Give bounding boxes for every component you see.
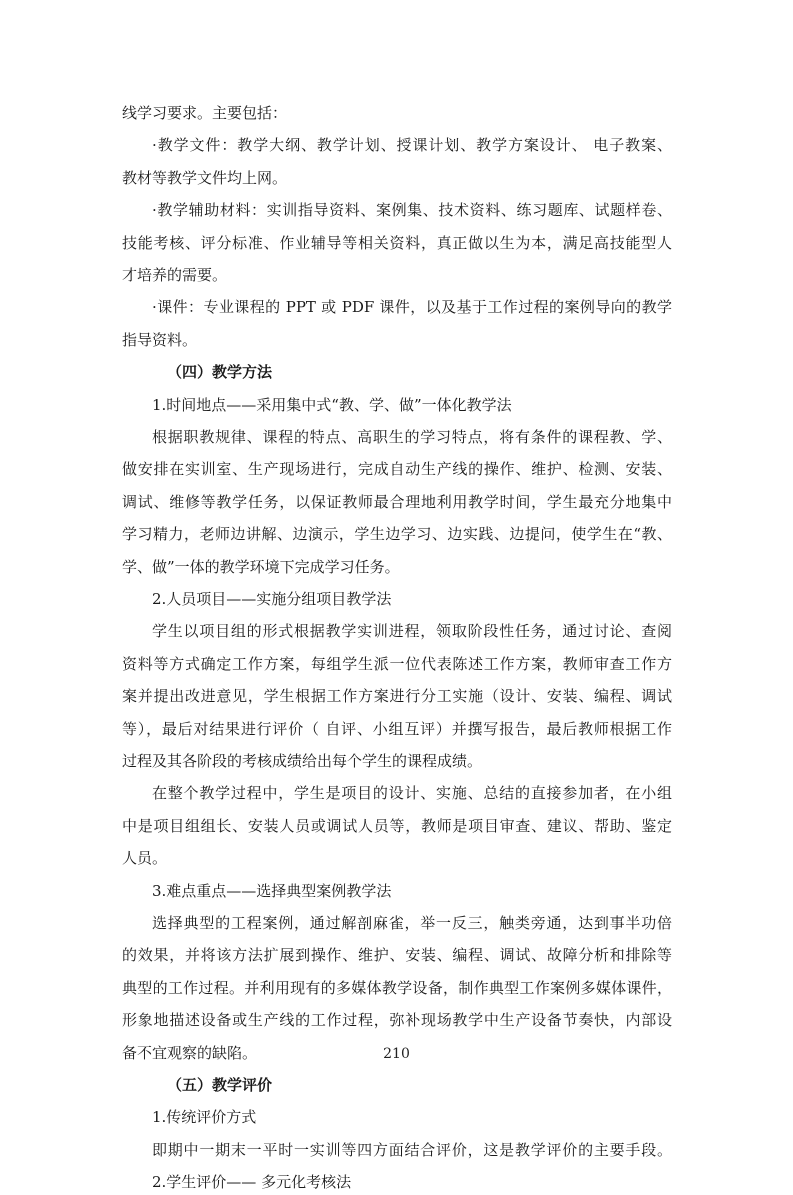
text-line: 即期中一期末一平时一实训等四方面结合评价，这是教学评价的主要手段。 xyxy=(152,1140,672,1159)
text-line: 线学习要求。主要包括： xyxy=(122,104,288,122)
section-heading: （五）教学评价 xyxy=(167,1076,273,1094)
page-number: 210 xyxy=(383,1046,410,1062)
text-line: 才培养的需要。 xyxy=(122,266,228,284)
text-line: 学生以项目组的形式根据教学实训进程，领取阶段性任务，通过讨论、查阅 xyxy=(152,622,672,641)
text-line: 选择典型的工程案例，通过解剖麻雀，举一反三，触类旁通，达到事半功倍 xyxy=(152,914,672,932)
text-line: 过程及其各阶段的考核成绩给出每个学生的课程成绩。 xyxy=(122,752,483,770)
text-line: 教材等教学文件均上网。 xyxy=(122,168,288,187)
text-line: 案并提出改进意见，学生根据工作方案进行分工实施（设计、安装、编程、调试 xyxy=(122,687,672,706)
text-line: 根据职教规律、课程的特点、高职生的学习特点，将有条件的课程教、学、 xyxy=(152,428,672,446)
text-line: 的效果，并将该方法扩展到操作、维护、安装、编程、调试、故障分析和排除等 xyxy=(122,946,672,965)
text-line: 1.时间地点——采用集中式“教、学、做”一体化教学法 xyxy=(152,395,512,414)
text-line: 2.人员项目——实施分组项目教学法 xyxy=(152,590,392,608)
text-line: 资料等方式确定工作方案，每组学生派一位代表陈述工作方案，教师审查工作方 xyxy=(122,654,672,673)
text-line: 技能考核、评分标准、作业辅导等相关资料，真正做以生为本，满足高技能型人 xyxy=(122,233,672,252)
text-line: ·课件：专业课程的 PPT 或 PDF 课件，以及基于工作过程的案例导向的教学 xyxy=(152,298,672,317)
section-heading: （四）教学方法 xyxy=(167,363,273,382)
text-line: 学习精力，老师边讲解、边演示，学生边学习、边实践、边提问，使学生在“教、 xyxy=(122,525,672,544)
text-line: 1.传统评价方式 xyxy=(152,1108,257,1127)
text-line: 3.难点重点——选择典型案例教学法 xyxy=(152,881,392,900)
text-line: 等），最后对结果进行评价（ 自评、小组互评）并撰写报告，最后教师根据工作 xyxy=(122,719,672,738)
text-line: 人员。 xyxy=(122,849,168,868)
text-line: 指导资料。 xyxy=(122,330,198,349)
text-line: 备不宜观察的缺陷。 xyxy=(122,1043,258,1062)
text-line: 学、做”一体的教学环境下完成学习任务。 xyxy=(122,557,400,576)
text-line: 在整个教学过程中，学生是项目的设计、实施、总结的直接参加者，在小组 xyxy=(152,784,672,803)
text-line: 2.学生评价—— 多元化考核法 xyxy=(152,1173,352,1192)
text-line: 典型的工作过程。并利用现有的多媒体教学设备，制作典型工作案例多媒体课件， xyxy=(122,978,672,997)
text-line: 形象地描述设备或生产线的工作过程，弥补现场教学中生产设备节奏快，内部设 xyxy=(122,1011,672,1030)
text-line: ·教学辅助材料：实训指导资料、案例集、技术资料、练习题库、试题样卷、 xyxy=(152,201,672,220)
text-line: 中是项目组组长、安装人员或调试人员等，教师是项目审查、建议、帮助、鉴定 xyxy=(122,816,672,835)
text-line: ·教学文件：教学大纲、教学计划、授课计划、教学方案设计、 电子教案、 xyxy=(152,136,672,155)
text-line: 做安排在实训室、生产现场进行，完成自动生产线的操作、维护、检测、安装、 xyxy=(122,460,672,479)
text-line: 调试、维修等教学任务，以保证教师最合理地利用教学时间，学生最充分地集中 xyxy=(122,492,672,511)
